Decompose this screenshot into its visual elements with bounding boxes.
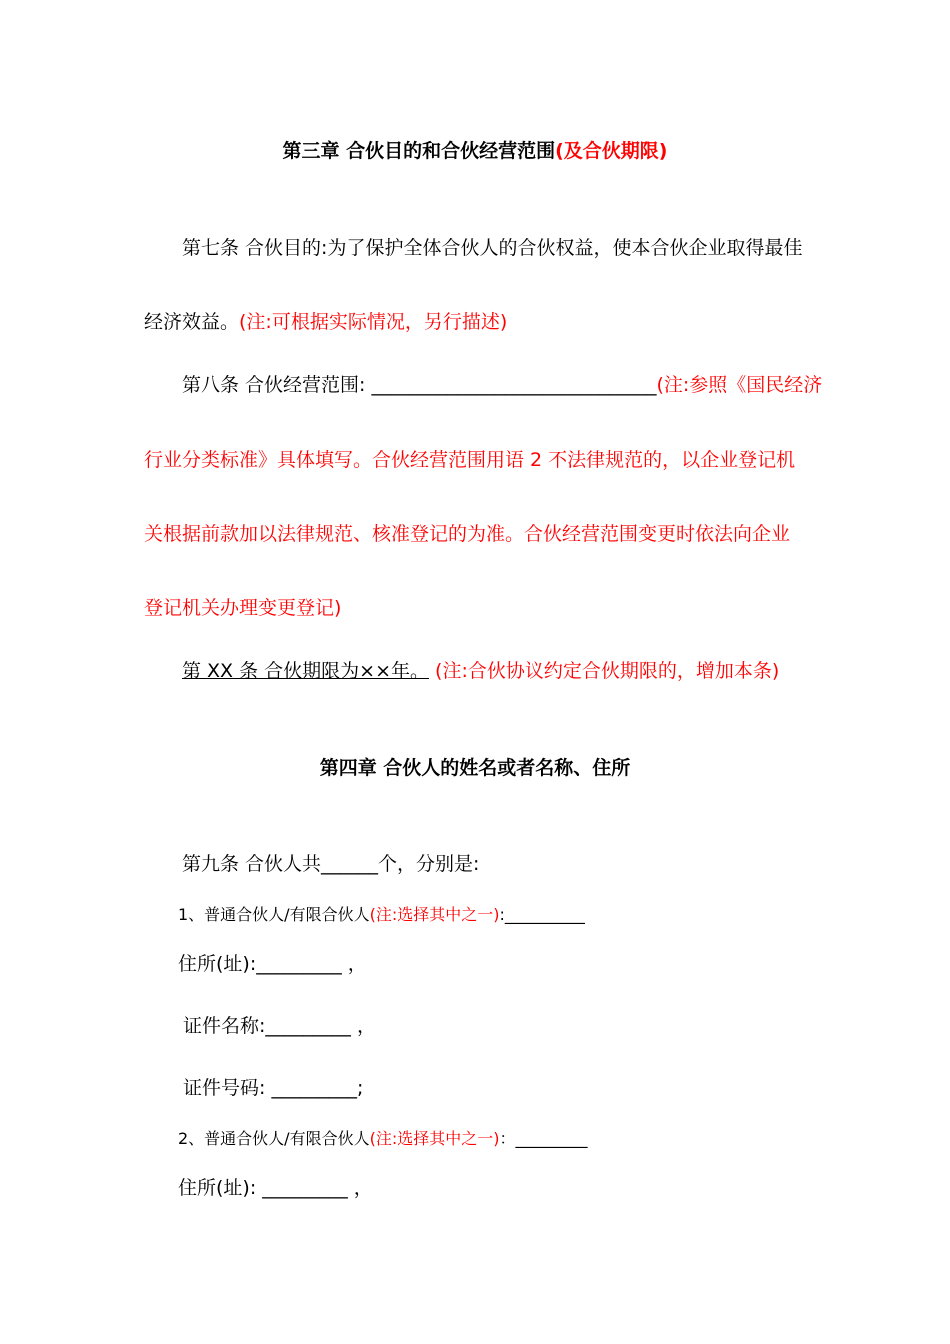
articleXX-text: 第 XX 条 合伙期限为××年。 <box>182 660 429 682</box>
article8-blank: ______________________________ <box>371 374 657 396</box>
partner2-blank: ：_________ <box>499 1129 588 1148</box>
article7-line2 <box>144 310 507 334</box>
partner2-line <box>178 1127 587 1151</box>
article9-text: 第九条 合伙人共______个，分别是: <box>182 853 480 875</box>
chapter3-heading-note: (及合伙期限) <box>555 140 668 162</box>
chapter3-heading-text: 第三章 合伙目的和合伙经营范围 <box>282 140 556 162</box>
articleXX-note: (注:合伙协议约定合伙期限的，增加本条) <box>429 660 780 682</box>
chapter3-heading <box>0 139 950 163</box>
partner1-label: 1、普通合伙人/有限合伙人 <box>178 905 370 924</box>
article8-note2: 行业分类标准》具体填写。合伙经营范围用语 2 不法律规范的，以企业登记机 <box>144 449 796 471</box>
articleXX <box>182 659 779 683</box>
partner1-note: (注:选择其中之一) <box>369 905 500 924</box>
partner2-note: (注:选择其中之一) <box>369 1129 500 1148</box>
article8-line1 <box>182 373 822 397</box>
partner1-id-number: 证件号码: _________; <box>183 1077 364 1099</box>
article8-label: 第八条 合伙经营范围: <box>182 374 372 396</box>
partner1-id-name: 证件名称:_________ ， <box>183 1015 376 1037</box>
article7-note: (注:可根据实际情况，另行描述) <box>239 311 508 333</box>
article8-note1: (注:参照《国民经济 <box>656 374 823 396</box>
partner2-label: 2、普通合伙人/有限合伙人 <box>178 1129 370 1148</box>
article7-line2-text: 经济效益。 <box>144 311 240 333</box>
partner1-blank: :__________ <box>499 905 585 924</box>
chapter4-heading: 第四章 合伙人的姓名或者名称、住所 <box>319 757 631 779</box>
article8-note3: 关根据前款加以法律规范、核准登记的为准。合伙经营范围变更时依法向企业 <box>144 523 791 545</box>
partner2-address: 住所(址): _________ ， <box>178 1177 373 1199</box>
partner1-address: 住所(址):_________ ， <box>178 953 367 975</box>
article7-line1: 第七条 合伙目的:为了保护全体合伙人的合伙权益，使本合伙企业取得最佳 <box>182 237 803 259</box>
partner1-line <box>178 903 585 927</box>
article8-note4: 登记机关办理变更登记) <box>144 597 342 619</box>
